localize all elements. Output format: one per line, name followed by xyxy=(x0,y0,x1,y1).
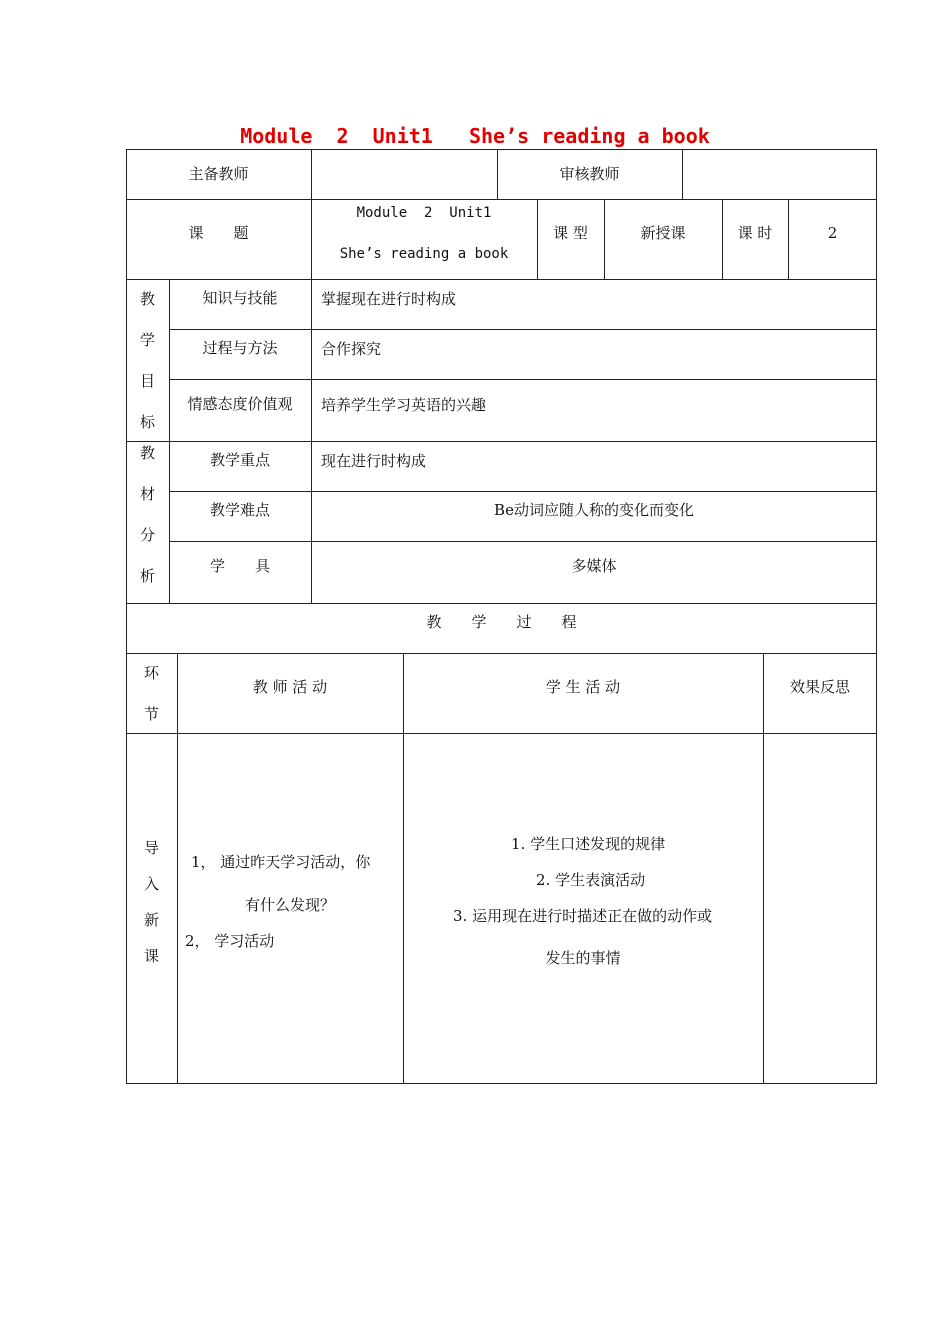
reflection-content xyxy=(763,733,877,1084)
teacher-activity-content xyxy=(177,852,403,953)
student-activity-content xyxy=(403,834,763,970)
student-activity-line: 发生的事情 xyxy=(545,949,621,967)
teacher-activity-line: 有什么发现？ xyxy=(244,896,335,914)
lesson-hours-value: 2 xyxy=(827,223,838,242)
analysis-section-label: 教 材 分 析 xyxy=(139,444,155,585)
reflection-header: 效果反思 xyxy=(789,677,850,696)
student-activity-header: 学 生 活 动 xyxy=(545,677,621,696)
objective-value: 合作探究 xyxy=(321,339,382,358)
lesson-type-value: 新授课 xyxy=(640,223,686,242)
objective-value: 掌握现在进行时构成 xyxy=(321,289,457,308)
topic-label: 课 题 xyxy=(188,223,249,242)
objective-label: 情感态度价值观 xyxy=(187,394,293,413)
page-title: Module 2 Unit1 She’s reading a book xyxy=(240,124,710,148)
lead-teacher-value xyxy=(311,149,497,199)
analysis-value: 多媒体 xyxy=(571,556,617,575)
topic-value-line1: Module 2 Unit1 xyxy=(356,205,492,222)
stage-header: 环 节 xyxy=(143,664,159,723)
student-activity-line: 1. 学生口述发现的规律 xyxy=(511,835,666,853)
teacher-activity-header: 教 师 活 动 xyxy=(252,677,328,696)
topic-value-line2: She’s reading a book xyxy=(339,246,509,263)
review-teacher-label: 审核教师 xyxy=(559,164,620,183)
process-title: 教 学 过 程 xyxy=(426,612,577,631)
analysis-label: 教学难点 xyxy=(209,500,270,519)
analysis-value: Be动词应随人称的变化而变化 xyxy=(494,500,694,519)
lesson-type-label: 课 型 xyxy=(553,223,588,242)
objective-label: 知识与技能 xyxy=(202,288,278,307)
lesson-hours-label: 课 时 xyxy=(737,223,773,242)
analysis-label: 教学重点 xyxy=(209,450,270,469)
teacher-activity-line: 1， 通过昨天学习活动，你 xyxy=(191,853,371,871)
review-teacher-value xyxy=(682,149,877,199)
student-activity-line: 2. 学生表演活动 xyxy=(536,871,646,889)
objective-value: 培养学生学习英语的兴趣 xyxy=(321,395,487,414)
lead-teacher-label: 主备教师 xyxy=(188,164,249,183)
objectives-section-label: 教 学 目 标 xyxy=(139,290,155,431)
analysis-label: 学 具 xyxy=(209,556,270,575)
stage-intro-label: 导 入 新 课 xyxy=(143,839,159,965)
teacher-activity-line: 2， 学习活动 xyxy=(185,932,275,950)
analysis-value: 现在进行时构成 xyxy=(321,451,427,470)
objective-label: 过程与方法 xyxy=(202,338,278,357)
student-activity-line: 3. 运用现在进行时描述正在做的动作或 xyxy=(453,907,713,925)
